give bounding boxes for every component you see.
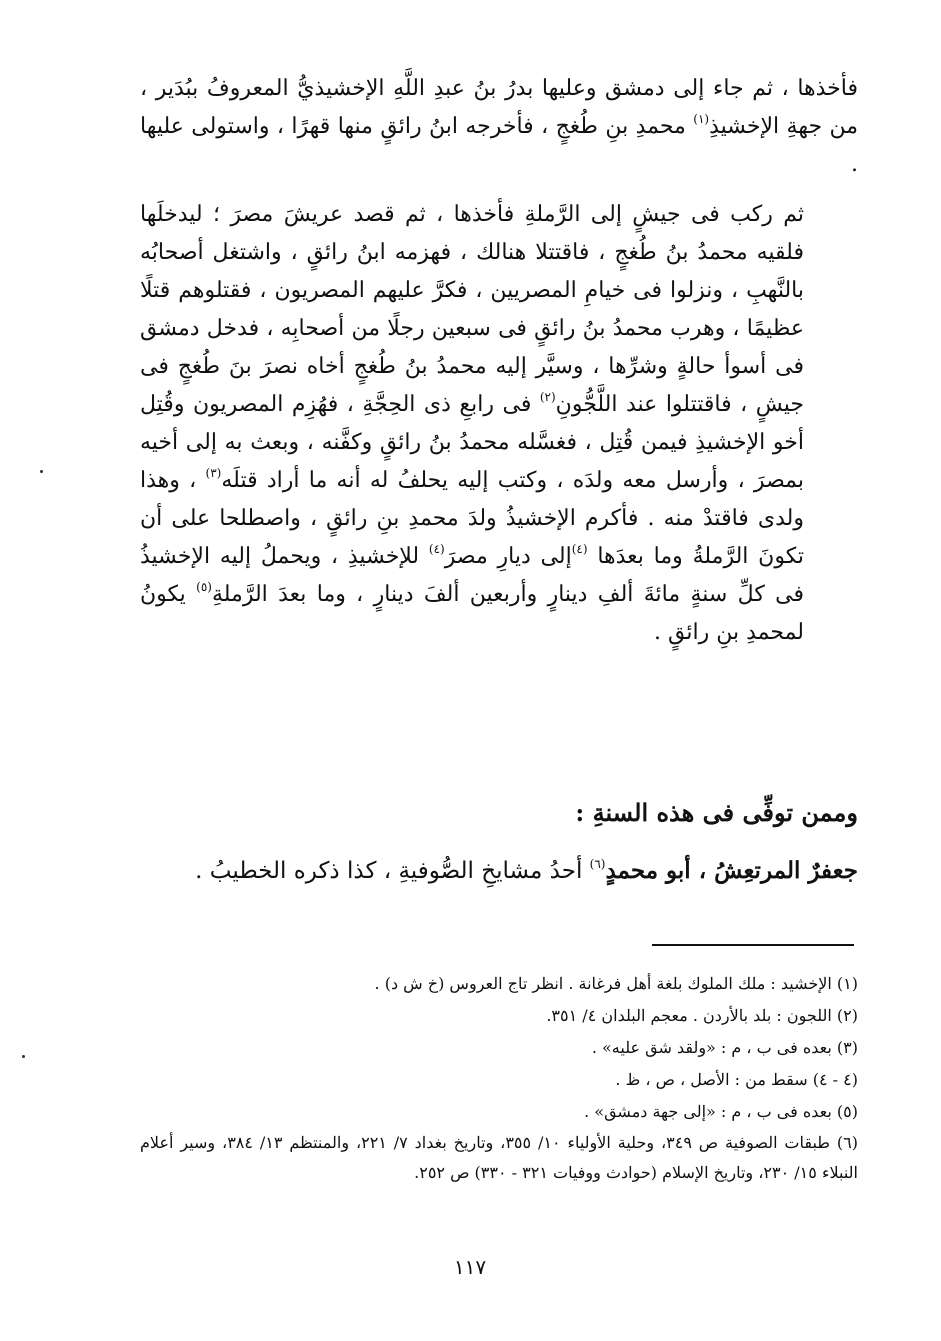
footnote-ref-1[interactable]: (١) <box>693 112 710 126</box>
footnote-3: (٣) بعده فى ب ، م : «ولقد شق عليه» . <box>591 1038 858 1057</box>
paragraph-2-text-a: ثم ركب فى جيشٍ إلى الرَّملةِ فأخذها ، ثم قصد عريشَ مصرَ ؛ ليدخلَها فلقيه محمدُ بنُ طُغجٍ ، فاقتتلا هنالك ، فهزمه ابنُ رائقٍ ، واشتغل أصحابُه بالنَّهبِ ، ونزلوا فى خيامِ المصريين ، فكرَّ عليهم المصريون ، فقتلوهم قتلًا عظيمًا ، وهرب محمدُ بنُ رائقٍ فى سبعين رجلًا من أصحابِه ، فدخل دمشق فى أسوأ حالةٍ وشرِّها ، وسيَّر إليه محمدُ بنُ طُغجٍ أخاه نصرَ بنَ طُغجٍ فى جيشٍ ، فاقتتلوا عند اللَّجُّونِ <box>140 202 804 417</box>
scan-speck <box>40 470 43 473</box>
paragraph-1 <box>140 70 858 190</box>
scan-speck <box>22 1055 25 1058</box>
paragraph-2-text-f: يكونُ لمحمدِ بنِ رائقٍ . <box>140 582 804 645</box>
footnote-1: (١) الإخشيد : ملك الملوك بلغة أهل فرغانة . انظر تاج العروس (خ ش د) . <box>374 974 858 993</box>
paragraph-2-text-b: فى رابعِ ذى الحِجَّةِ ، فهُزِم المصريون وقُتِل أخو الإخشيذِ فيمن قُتِل ، فغسَّله محمدُ بنُ رائقٍ وكفَّنه ، وبعث به إلى أخيه بمصرَ ، وأرسل معه ولدَه ، وكتب إليه يحلفُ له أنه ما أراد قتلَه <box>140 392 804 493</box>
paragraph-2-text-d: إلى ديارِ مصرَ <box>444 544 572 569</box>
obituary-entry <box>140 851 858 891</box>
entry-text: أحدُ مشايخِ الصُّوفيةِ ، كذا ذكره الخطيبُ . <box>195 858 590 884</box>
footnote-ref-2[interactable]: (٢) <box>539 390 556 404</box>
paragraph-2-text-c: ، وهذا ولدى فاقتدْ منه . فأكرم الإخشيذُ ولدَ محمدِ بنِ رائقٍ ، واصطلحا على أن تكونَ الرَّملةُ وما بعدَها <box>140 468 804 569</box>
paragraph-2 <box>140 196 858 756</box>
footnote-ref-3[interactable]: (٣) <box>205 466 222 480</box>
footnote-separator <box>652 944 854 946</box>
paragraph-2-text-e: للإخشيذِ ، ويحملُ إليه الإخشيذُ فى كلِّ سنةٍ مائةَ ألفِ دينارٍ وأربعين ألفَ دينارٍ ، وما بعدَ الرَّملةِ <box>140 544 804 607</box>
footnote-ref-6[interactable]: (٦) <box>589 857 606 871</box>
entry-name: جعفرٌ المرتعِشُ ، أبو محمدٍ <box>605 857 858 884</box>
footnote-5: (٥) بعده فى ب ، م : «إلى جهة دمشق» . <box>584 1102 858 1121</box>
paragraph-1-text-b: محمدِ بنِ طُغجٍ ، فأخرجه ابنُ رائقٍ منها قهرًا ، واستولى عليها . <box>140 114 858 177</box>
footnote-ref-4-end[interactable]: (٤) <box>428 542 445 556</box>
footnote-6: (٦) طبقات الصوفية ص ٣٤٩، وحلية الأولياء ١٠/ ٣٥٥، وتاريخ بغداد ٧/ ٢٢١، والمنتظم ١٣/ ٣٨٤، وسير أعلام النبلاء ١٥/ ٢٣٠، وتاريخ الإسلام (حوادث ووفيات ٣٢١ - ٣٣٠) ص ٢٥٢. <box>140 1133 859 1182</box>
footnote-ref-5[interactable]: (٥) <box>196 580 212 594</box>
section-heading: وممن توفِّى فى هذه السنةِ : <box>575 798 858 827</box>
footnote-ref-4-start[interactable]: (٤) <box>571 542 588 556</box>
page-number: ١١٧ <box>453 1255 487 1279</box>
footnote-2: (٢) اللجون : بلد بالأردن . معجم البلدان ٤/ ٣٥١. <box>546 1006 858 1025</box>
paragraph-1-text-a: فأخذها ، ثم جاء إلى دمشق وعليها بدرُ بنُ عبدِ اللَّهِ الإخشيذيُّ المعروفُ ببُدَير ، من جهةِ الإخشيذِ <box>140 76 859 139</box>
footnotes-list <box>140 968 858 1188</box>
footnote-4: (٤ - ٤) سقط من : الأصل ، ص ، ظ . <box>615 1070 858 1089</box>
